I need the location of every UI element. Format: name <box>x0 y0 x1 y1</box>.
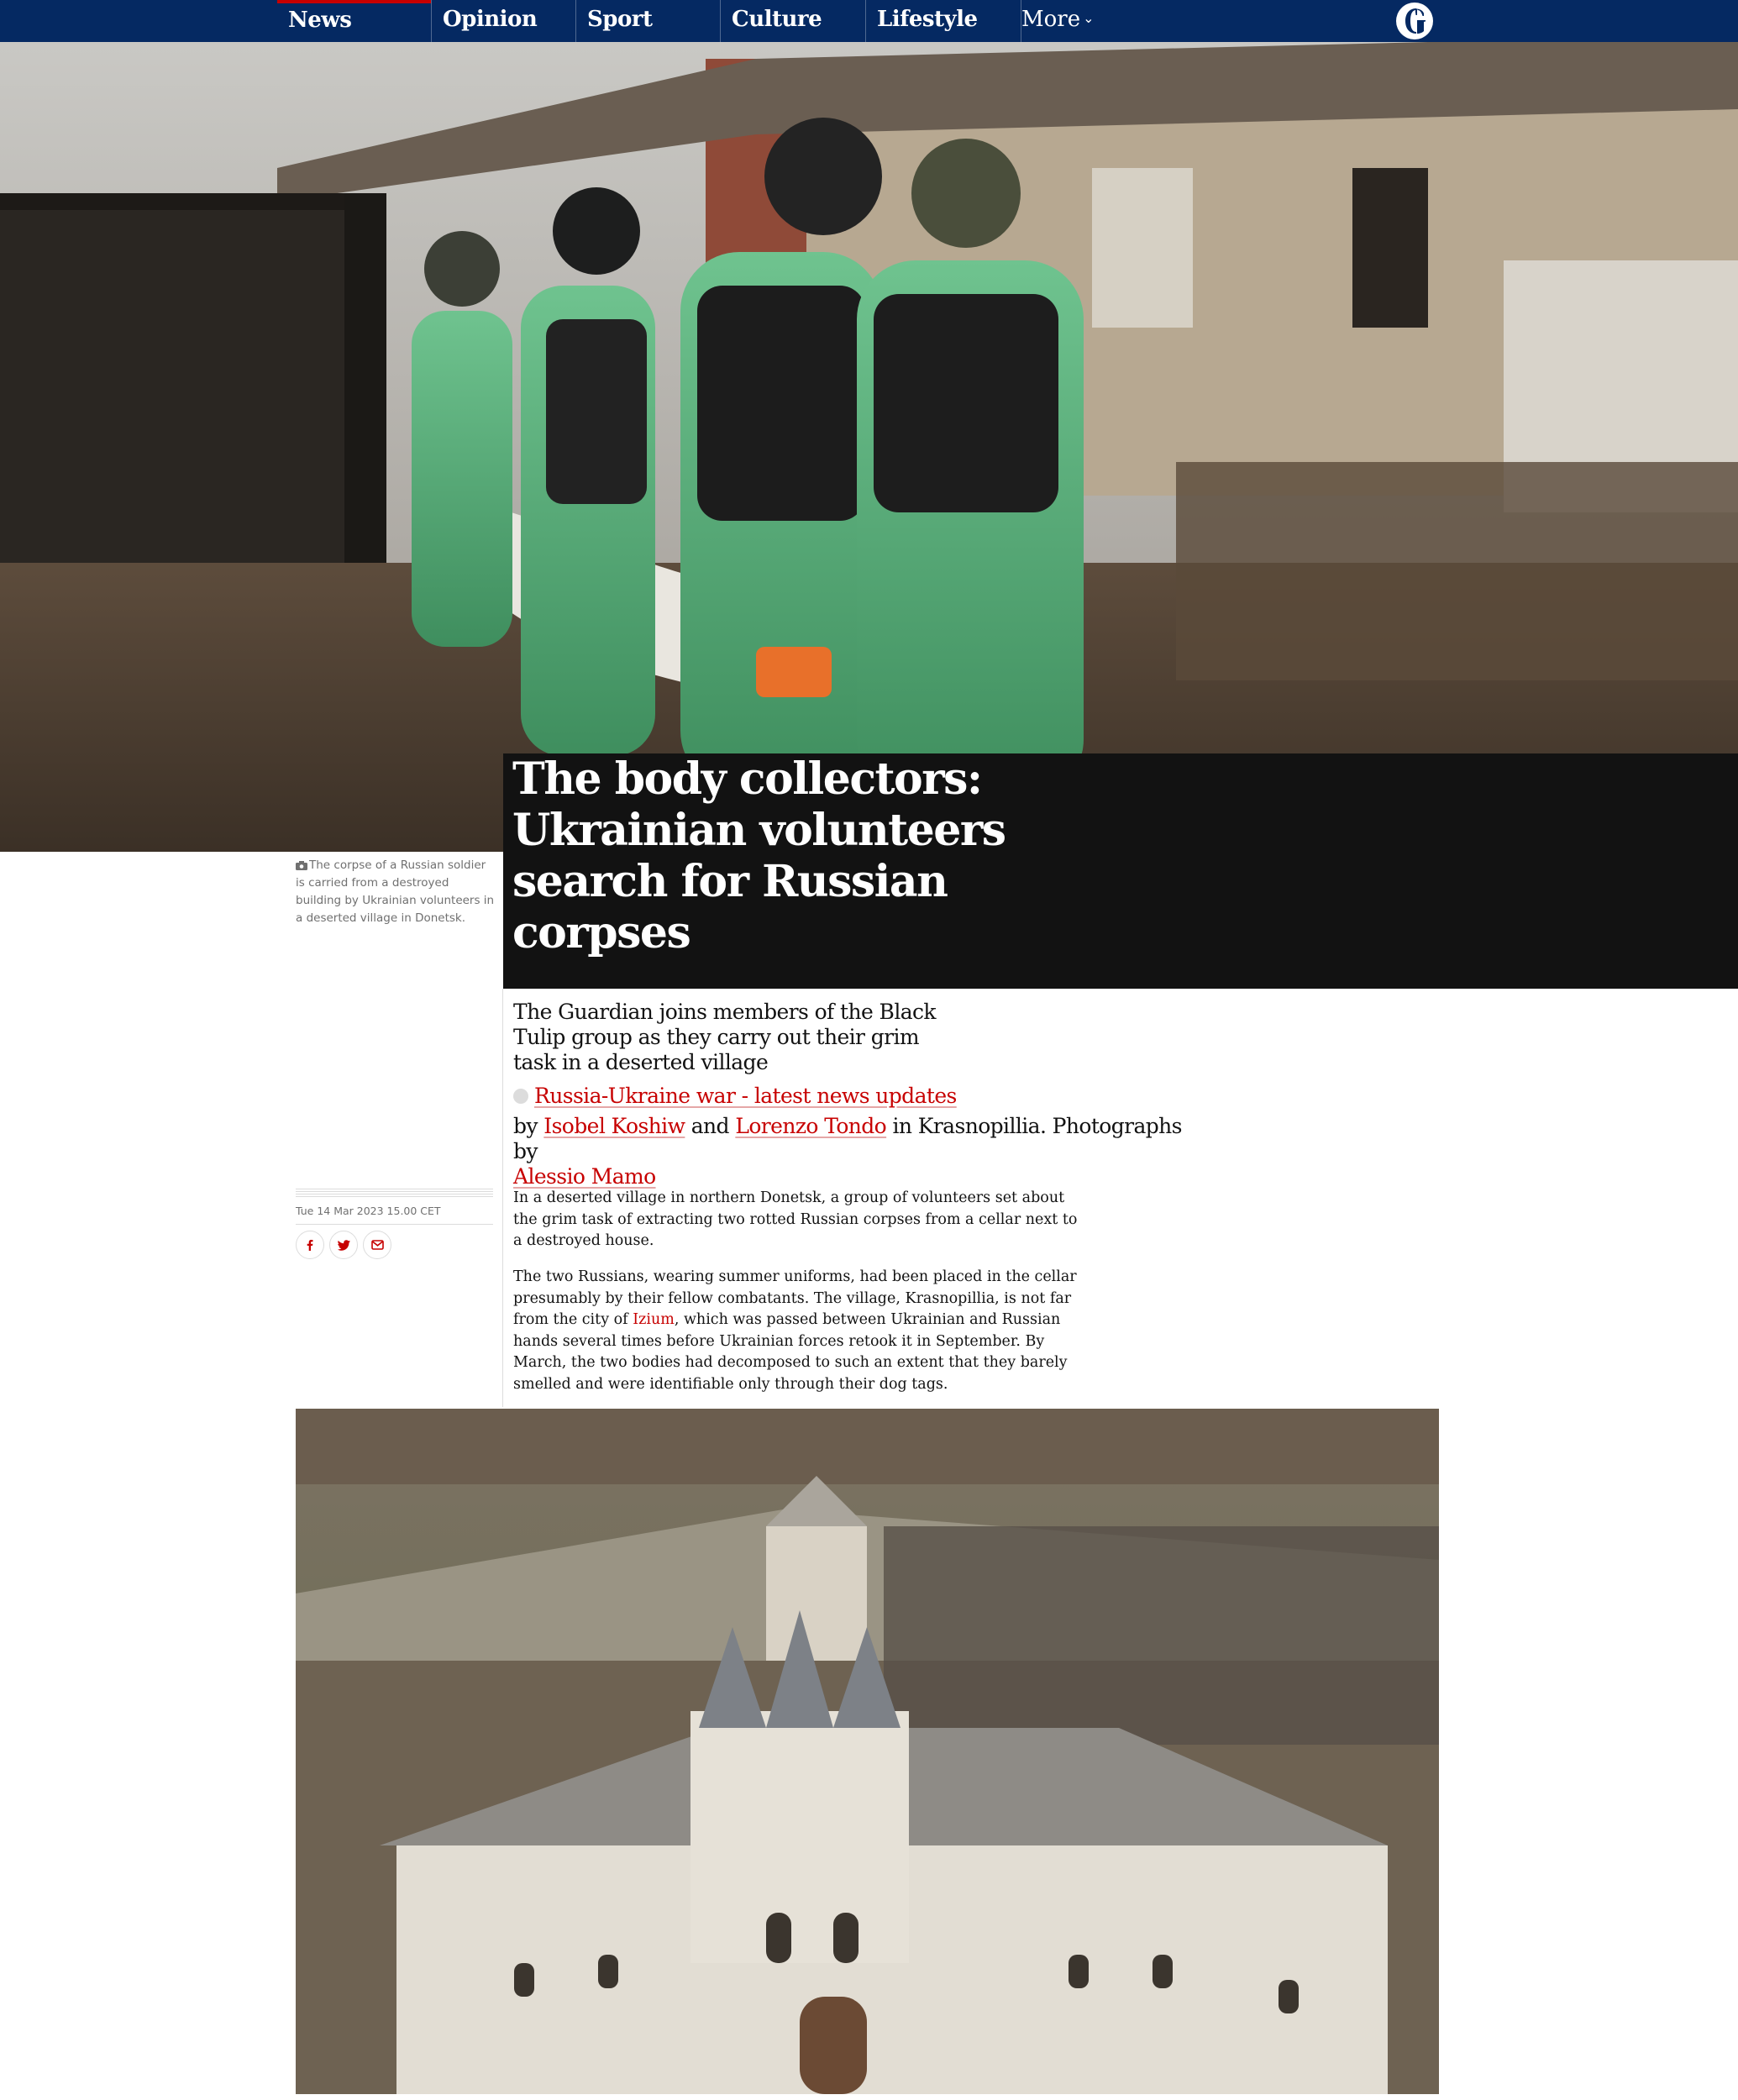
share-twitter-button[interactable] <box>329 1231 358 1259</box>
nav-item-label: Culture <box>732 7 822 32</box>
author-link-lorenzo-tondo[interactable]: Lorenzo Tondo <box>735 1114 887 1138</box>
izium-link[interactable]: Izium <box>633 1311 675 1328</box>
nav-item-label: Lifestyle <box>877 7 978 32</box>
share-email-button[interactable] <box>363 1231 391 1259</box>
photographer-link-alessio-mamo[interactable]: Alessio Mamo <box>513 1164 656 1189</box>
live-dot-icon <box>513 1089 528 1104</box>
meta-rules <box>296 1189 493 1199</box>
hero-image <box>0 42 1738 852</box>
nav-item-label: News <box>288 8 352 33</box>
hero-caption <box>296 857 497 927</box>
nav-more-label: More <box>1021 7 1081 32</box>
nav-item-label: Opinion <box>443 7 538 32</box>
live-blog-link[interactable]: Russia-Ukraine war - latest news updates <box>534 1084 957 1108</box>
facebook-icon <box>304 1239 316 1251</box>
paragraph-text: The two Russians, wearing summer uniforms, had been placed in the cellar presumably by their fellow combatants. The village, Krasnopillia, is not far from the city of <box>513 1268 1077 1328</box>
camera-icon <box>296 861 307 870</box>
body-paragraph-2 <box>513 1267 1084 1395</box>
paragraph-text: , which was passed between Ukrainian and Russian hands several times before Ukrainian forces retook it in September. By March, the two bodies had decomposed to such an extent that they barely smelled and were identifiable only through their dog tags. <box>513 1311 1068 1393</box>
caption-text: The corpse of a Russian soldier is carried from a destroyed building by Ukrainian volunteers in a deserted village in Donetsk. <box>296 858 495 925</box>
live-blog-link-row <box>513 1084 957 1108</box>
publish-date: Tue 14 Mar 2023 15.00 CET <box>296 1205 441 1217</box>
guardian-logo-icon[interactable] <box>1395 2 1434 40</box>
top-navigation <box>0 0 1738 42</box>
email-icon <box>371 1240 384 1250</box>
column-divider <box>502 989 503 1407</box>
chevron-down-icon: ⌄ <box>1083 10 1095 26</box>
nav-more-button[interactable] <box>1021 0 1095 42</box>
byline-and: and <box>690 1114 729 1138</box>
meta-divider <box>296 1224 493 1225</box>
body-paragraph-1: In a deserted village in northern Donetsk, a group of volunteers set about the grim task of extracting two rotted Russian corpses from a cellar next to a destroyed house. <box>513 1189 1078 1249</box>
standfirst: The Guardian joins members of the Black Tulip group as they carry out their grim task in a deserted village <box>513 1000 936 1074</box>
nav-item-sport[interactable] <box>575 0 720 42</box>
nav-item-lifestyle[interactable] <box>865 0 1021 42</box>
nav-item-culture[interactable] <box>720 0 865 42</box>
nav-item-opinion[interactable] <box>431 0 575 42</box>
nav-item-news[interactable] <box>277 0 431 42</box>
nav-item-label: Sport <box>587 7 653 32</box>
byline-location: in Krasnopillia. Photographs by <box>513 1114 1182 1163</box>
monastery-photo <box>296 1409 1439 2094</box>
author-link-isobel-koshiw[interactable]: Isobel Koshiw <box>543 1114 685 1138</box>
share-facebook-button[interactable] <box>296 1231 324 1259</box>
headline-panel <box>503 753 1738 989</box>
byline <box>513 1114 1185 1189</box>
twitter-icon <box>338 1240 350 1251</box>
article-headline: The body collectors: Ukrainian volunteers search for Russian corpses <box>512 753 1006 958</box>
byline-prefix: by <box>513 1114 538 1138</box>
